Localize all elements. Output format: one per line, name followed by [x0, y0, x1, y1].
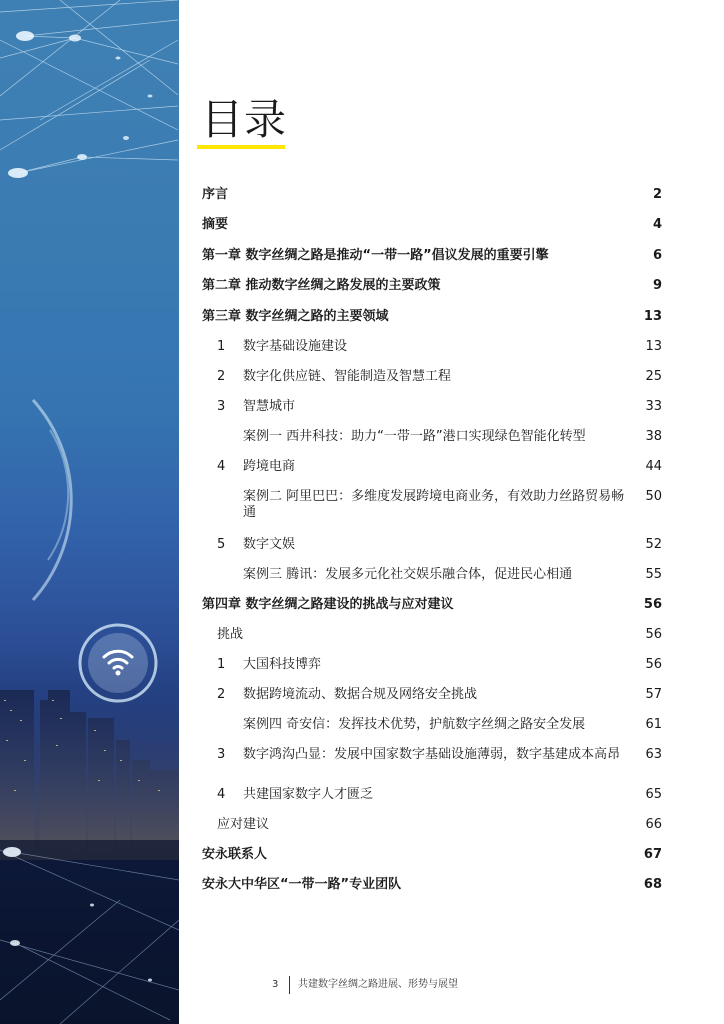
title-underline	[197, 145, 285, 149]
toc-entry-page-number: 6	[652, 248, 662, 263]
toc-entry-number: 5	[217, 537, 226, 552]
toc-entry-title: 智慧城市	[243, 399, 296, 414]
toc-entry-page-number: 9	[652, 278, 662, 293]
toc-entry-title: 挑战	[217, 627, 244, 642]
toc-entry-title: 第三章 数字丝绸之路的主要领域	[202, 309, 389, 324]
toc-entry-title: 大国科技博弈	[243, 657, 322, 672]
toc-entry-title: 数字基础设施建设	[243, 339, 348, 354]
toc-entry-title: 序言	[202, 187, 229, 202]
toc-entry-page-number: 56	[645, 657, 662, 672]
toc-entry-title: 共建国家数字人才匮乏	[243, 787, 374, 802]
toc-entry-page-number: 55	[645, 567, 662, 582]
toc-entry-number: 4	[217, 459, 226, 474]
toc-entry-title: 案例一 西井科技：助力“一带一路”港口实现绿色智能化转型	[243, 429, 586, 444]
toc-entry-title: 数据跨境流动、数据合规及网络安全挑战	[243, 687, 478, 702]
footer-divider	[289, 976, 290, 994]
toc-entry-page-number: 38	[645, 429, 662, 444]
toc-entry-title: 数字文娱	[243, 537, 296, 552]
toc-entry-page-number: 33	[645, 399, 662, 414]
toc-entry-number: 1	[217, 339, 226, 354]
toc-entry-title: 案例二 阿里巴巴：多维度发展跨境电商业务，有效助力丝路贸易畅通	[243, 489, 625, 520]
cover-image-panel	[0, 0, 179, 1024]
toc-entry-title: 第一章 数字丝绸之路是推动“一带一路”倡议发展的重要引擎	[202, 248, 549, 263]
toc-entry-number: 4	[217, 787, 226, 802]
toc-entry-title: 案例三 腾讯：发展多元化社交娱乐融合体，促进民心相通	[243, 567, 573, 582]
toc-entry-title: 第二章 推动数字丝绸之路发展的主要政策	[202, 278, 441, 293]
toc-entry-page-number: 63	[645, 747, 662, 762]
toc-entry-page-number: 61	[645, 717, 662, 732]
toc-entry-page-number: 67	[643, 847, 662, 862]
toc-entry-page-number: 44	[645, 459, 662, 474]
toc-entry-title: 数字鸿沟凸显：发展中国家数字基础设施薄弱，数字基建成本高昂	[243, 747, 621, 762]
toc-entry-title: 跨境电商	[243, 459, 296, 474]
toc-entry-number: 2	[217, 687, 226, 702]
toc-entry-title: 应对建议	[217, 817, 270, 832]
toc-entry-title: 摘要	[202, 217, 229, 232]
footer-page-number: 3	[272, 979, 279, 990]
toc-entry-page-number: 56	[643, 597, 662, 612]
toc-entry-number: 3	[217, 399, 226, 414]
toc-entry-page-number: 68	[643, 877, 662, 892]
toc-entry-title: 数字化供应链、智能制造及智慧工程	[243, 369, 452, 384]
footer-document-title: 共建数字丝绸之路进展、形势与展望	[298, 979, 458, 990]
toc-entry-page-number: 25	[645, 369, 662, 384]
toc-entry-number: 2	[217, 369, 226, 384]
network-cityscape-image	[0, 0, 179, 1024]
toc-entry-page-number: 4	[652, 217, 662, 232]
toc-entry-title: 案例四 奇安信：发挥技术优势，护航数字丝绸之路安全发展	[243, 717, 586, 732]
toc-entry-page-number: 50	[645, 489, 662, 504]
toc-entry-page-number: 57	[645, 687, 662, 702]
toc-entry-page-number: 13	[645, 339, 662, 354]
page-title: 目录	[201, 95, 288, 144]
toc-entry-page-number: 2	[652, 187, 662, 202]
toc-entry-title: 安永联系人	[202, 847, 268, 862]
toc-entry-title: 第四章 数字丝绸之路建设的挑战与应对建议	[202, 597, 454, 612]
toc-entry-title: 安永大中华区“一带一路”专业团队	[202, 877, 402, 892]
toc-entry-number: 3	[217, 747, 226, 762]
toc-entry-page-number: 13	[643, 309, 662, 324]
toc-entry-page-number: 52	[645, 537, 662, 552]
toc-entry-page-number: 56	[645, 627, 662, 642]
toc-entry-number: 1	[217, 657, 226, 672]
toc-entry-page-number: 65	[645, 787, 662, 802]
toc-entry-page-number: 66	[645, 817, 662, 832]
wifi-icon	[80, 625, 156, 701]
